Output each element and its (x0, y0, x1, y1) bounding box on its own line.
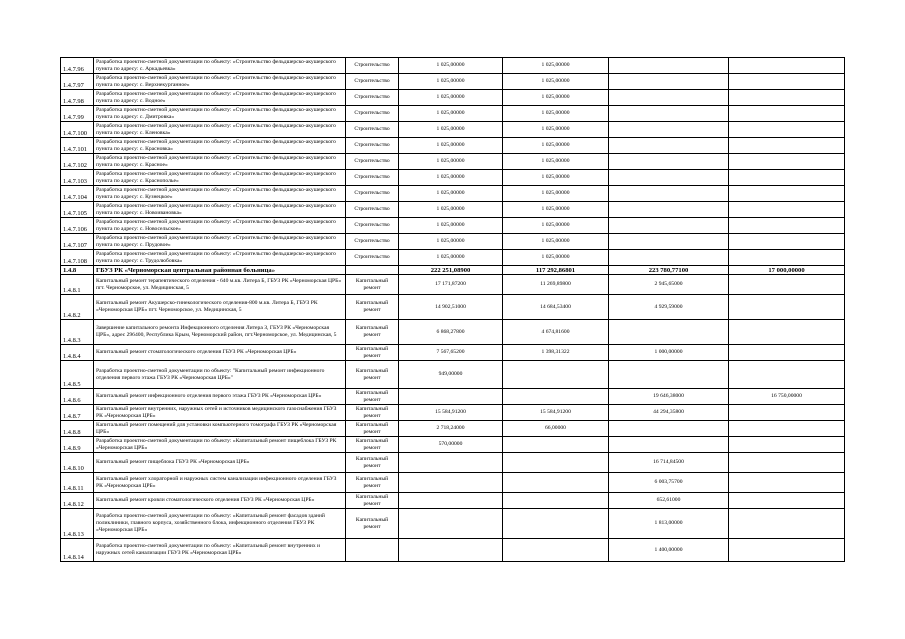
row-number: 1.4.7.96 (61, 58, 94, 74)
row-work-type: Капитальный ремонт (346, 320, 399, 345)
table-row (61, 275, 845, 295)
row-work-type: Капитальный ремонт (346, 295, 399, 320)
row-description: ГБУЗ РК «Черноморская центральная районная больница» (94, 266, 346, 275)
table-row (61, 90, 845, 106)
row-value-2 (503, 509, 609, 539)
row-value-1: 1 025,00000 (399, 202, 503, 218)
row-value-4 (729, 170, 845, 186)
row-work-type: Строительство (346, 250, 399, 266)
row-number: 1.4.7.103 (61, 170, 94, 186)
row-number: 1.4.8.6 (61, 389, 94, 405)
row-value-4: 17 000,00000 (729, 266, 845, 275)
row-value-1: 1 025,00000 (399, 74, 503, 90)
row-number: 1.4.8 (61, 266, 94, 275)
row-work-type: Строительство (346, 154, 399, 170)
row-description: Капитальный ремонт Акушерско-гинекологического отделения-800 м.кв. Литера Б, ГБУЗ РК «Черноморская ЦРБ» пгт. Черноморское, ул. Медицинская, 5 (94, 295, 346, 320)
row-work-type: Строительство (346, 234, 399, 250)
row-value-4 (729, 186, 845, 202)
row-work-type: Капитальный ремонт (346, 275, 399, 295)
row-value-2: 15 584,91200 (503, 405, 609, 421)
row-description: Разработка проектно-сметной документации по объекту: «Строительство фельдшерско-акушерского пункта по адресу: с. Новоивановка» (94, 202, 346, 218)
row-value-2 (503, 361, 609, 389)
row-value-3 (609, 90, 729, 106)
table-row (61, 218, 845, 234)
row-value-2: 11 269,89800 (503, 275, 609, 295)
row-value-4 (729, 106, 845, 122)
table-row (61, 202, 845, 218)
row-number: 1.4.7.104 (61, 186, 94, 202)
row-value-2: 14 684,53400 (503, 295, 609, 320)
row-value-2: 1 025,00000 (503, 74, 609, 90)
table-row (61, 234, 845, 250)
row-value-4 (729, 202, 845, 218)
row-description: Капитальный ремонт помещений для установки компьютерного томографа ГБУЗ РК «Черноморская ЦРБ» (94, 421, 346, 437)
row-description: Разработка проектно-сметной документации по объекту: «Строительство фельдшерско-акушерского пункта по адресу: с. Аркадьевка» (94, 58, 346, 74)
row-work-type: Капитальный ремонт (346, 389, 399, 405)
row-value-3: 19 646,38000 (609, 389, 729, 405)
row-value-2: 1 025,00000 (503, 234, 609, 250)
row-value-4 (729, 539, 845, 562)
row-value-1: 1 025,00000 (399, 90, 503, 106)
row-work-type: Капитальный ремонт (346, 509, 399, 539)
row-description: Разработка проектно-сметной документации по объекту: «Строительство фельдшерско-акушерского пункта по адресу: с. Кузнецкое» (94, 186, 346, 202)
row-value-2: 1 025,00000 (503, 202, 609, 218)
row-work-type: Капитальный ремонт (346, 405, 399, 421)
row-value-3 (609, 234, 729, 250)
row-description: Разработка проектно-сметной документации по объекту: «Строительство фельдшерско-акушерского пункта по адресу: с. Трудолюбовка» (94, 250, 346, 266)
row-work-type: Капитальный ремонт (346, 473, 399, 493)
row-number: 1.4.8.14 (61, 539, 94, 562)
row-number: 1.4.7.106 (61, 218, 94, 234)
row-value-3 (609, 74, 729, 90)
row-value-1 (399, 389, 503, 405)
row-value-4 (729, 74, 845, 90)
row-value-1 (399, 473, 503, 493)
table-row (61, 250, 845, 266)
row-description: Разработка проектно-сметной документации по объекту: «Капитальный ремонт пищеблока ГБУЗ РК «Черноморская ЦРБ» (94, 437, 346, 453)
table-row (61, 539, 845, 562)
row-value-1: 222 251,08900 (399, 266, 503, 275)
table-row (61, 320, 845, 345)
row-work-type: Строительство (346, 218, 399, 234)
row-value-4 (729, 453, 845, 473)
row-value-4 (729, 122, 845, 138)
row-value-4 (729, 473, 845, 493)
row-value-1: 1 025,00000 (399, 170, 503, 186)
row-value-2: 1 025,00000 (503, 250, 609, 266)
row-work-type (346, 539, 399, 562)
row-value-1: 6 868,27800 (399, 320, 503, 345)
table-row (61, 437, 845, 453)
row-value-1: 14 902,51000 (399, 295, 503, 320)
row-value-2: 1 025,00000 (503, 154, 609, 170)
row-value-1 (399, 493, 503, 509)
row-value-2: 117 292,86801 (503, 266, 609, 275)
row-value-2: 1 398,31322 (503, 345, 609, 361)
row-value-3: 2 945,65000 (609, 275, 729, 295)
table-row (61, 509, 845, 539)
row-value-3 (609, 421, 729, 437)
row-description: Разработка проектно-сметной документации по объекту: «Строительство фельдшерско-акушерского пункта по адресу: с. Красное» (94, 154, 346, 170)
row-number: 1.4.7.101 (61, 138, 94, 154)
row-description: Разработка проектно-сметной документации по объекту: «Строительство фельдшерско-акушерского пункта по адресу: с. Дмитровка» (94, 106, 346, 122)
row-value-3: 223 780,77100 (609, 266, 729, 275)
row-work-type: Строительство (346, 202, 399, 218)
table-row (61, 154, 845, 170)
row-value-3 (609, 218, 729, 234)
row-value-1: 1 025,00000 (399, 154, 503, 170)
row-value-4 (729, 58, 845, 74)
row-value-2: 1 025,00000 (503, 170, 609, 186)
table-row (61, 421, 845, 437)
row-value-2 (503, 453, 609, 473)
table-row (61, 58, 845, 74)
table-row (61, 389, 845, 405)
table-row (61, 74, 845, 90)
row-value-4 (729, 421, 845, 437)
row-value-1: 17 171,87200 (399, 275, 503, 295)
row-value-4 (729, 493, 845, 509)
table-row (61, 493, 845, 509)
row-work-type: Строительство (346, 106, 399, 122)
row-number: 1.4.8.3 (61, 320, 94, 345)
row-description: Разработка проектно-сметной документации по объекту: «Строительство фельдшерско-акушерского пункта по адресу: с. Красновка» (94, 138, 346, 154)
row-value-2: 1 025,00000 (503, 106, 609, 122)
table-row (61, 170, 845, 186)
row-value-2 (503, 437, 609, 453)
row-description: Капитальный ремонт пищеблока ГБУЗ РК «Черноморская ЦРБ» (94, 453, 346, 473)
row-value-2: 1 025,00000 (503, 90, 609, 106)
row-value-1: 949,00000 (399, 361, 503, 389)
row-work-type: Строительство (346, 90, 399, 106)
row-work-type: Строительство (346, 122, 399, 138)
table-row (61, 266, 845, 275)
row-work-type: Строительство (346, 186, 399, 202)
row-description: Капитальный ремонт стоматологического отделения ГБУЗ РК «Черноморская ЦРБ» (94, 345, 346, 361)
row-value-1: 1 025,00000 (399, 138, 503, 154)
row-value-1: 1 025,00000 (399, 218, 503, 234)
row-description: Разработка проектно-сметной документации по объекту: «Строительство фельдшерско-акушерского пункта по адресу: с. Кленовка» (94, 122, 346, 138)
row-work-type: Капитальный ремонт (346, 361, 399, 389)
row-value-3 (609, 250, 729, 266)
table-row (61, 405, 845, 421)
row-value-2: 1 025,00000 (503, 186, 609, 202)
row-value-3: 1 000,00000 (609, 345, 729, 361)
row-work-type: Строительство (346, 138, 399, 154)
row-number: 1.4.8.7 (61, 405, 94, 421)
row-work-type (346, 266, 399, 275)
row-value-4: 16 750,00000 (729, 389, 845, 405)
row-value-1: 570,00000 (399, 437, 503, 453)
table-row (61, 138, 845, 154)
row-number: 1.4.8.5 (61, 361, 94, 389)
row-value-1: 1 025,00000 (399, 58, 503, 74)
row-value-2 (503, 389, 609, 405)
row-value-4 (729, 90, 845, 106)
row-value-3 (609, 106, 729, 122)
row-value-4 (729, 154, 845, 170)
row-value-2: 1 025,00000 (503, 58, 609, 74)
row-value-3: 4 929,59000 (609, 295, 729, 320)
row-number: 1.4.8.4 (61, 345, 94, 361)
table-row (61, 453, 845, 473)
row-value-2: 1 025,00000 (503, 122, 609, 138)
row-value-2: 4 674,81600 (503, 320, 609, 345)
row-value-1: 1 025,00000 (399, 186, 503, 202)
row-work-type: Строительство (346, 58, 399, 74)
row-value-3 (609, 186, 729, 202)
row-value-1: 1 025,00000 (399, 250, 503, 266)
table-row (61, 345, 845, 361)
row-value-1: 15 584,91200 (399, 405, 503, 421)
table-row (61, 473, 845, 493)
row-value-3: 1 400,00000 (609, 539, 729, 562)
row-work-type: Капитальный ремонт (346, 437, 399, 453)
row-value-1: 1 025,00000 (399, 106, 503, 122)
row-value-3: 652,61000 (609, 493, 729, 509)
row-value-3 (609, 122, 729, 138)
row-value-3 (609, 138, 729, 154)
table-row (61, 122, 845, 138)
row-number: 1.4.8.10 (61, 453, 94, 473)
row-number: 1.4.8.13 (61, 509, 94, 539)
row-number: 1.4.8.2 (61, 295, 94, 320)
row-work-type: Капитальный ремонт (346, 345, 399, 361)
row-work-type: Строительство (346, 74, 399, 90)
row-work-type: Капитальный ремонт (346, 493, 399, 509)
table-row (61, 186, 845, 202)
row-number: 1.4.7.105 (61, 202, 94, 218)
row-value-4 (729, 405, 845, 421)
row-number: 1.4.8.1 (61, 275, 94, 295)
row-value-1: 2 718,24000 (399, 421, 503, 437)
row-description: Разработка проектно-сметной документации по объекту: "Капитальный ремонт инфекционного отделения первого этажа ГБУЗ РК «Черноморская ЦРБ»" (94, 361, 346, 389)
row-work-type: Капитальный ремонт (346, 453, 399, 473)
row-value-3 (609, 437, 729, 453)
row-description: Разработка проектно-сметной документации по объекту: «Строительство фельдшерско-акушерского пункта по адресу: с. Водное» (94, 90, 346, 106)
row-value-1: 1 025,00000 (399, 122, 503, 138)
row-value-2: 66,00000 (503, 421, 609, 437)
row-number: 1.4.8.8 (61, 421, 94, 437)
row-value-4 (729, 320, 845, 345)
row-value-4 (729, 250, 845, 266)
row-number: 1.4.7.97 (61, 74, 94, 90)
row-value-1 (399, 509, 503, 539)
row-work-type: Строительство (346, 170, 399, 186)
table-row (61, 106, 845, 122)
row-value-3: 1 813,00000 (609, 509, 729, 539)
row-number: 1.4.7.100 (61, 122, 94, 138)
row-value-3: 44 294,35800 (609, 405, 729, 421)
row-value-4 (729, 295, 845, 320)
row-number: 1.4.8.12 (61, 493, 94, 509)
table-body (61, 58, 845, 562)
row-value-2 (503, 473, 609, 493)
row-number: 1.4.7.102 (61, 154, 94, 170)
row-number: 1.4.8.9 (61, 437, 94, 453)
row-value-3 (609, 202, 729, 218)
row-value-1: 1 025,00000 (399, 234, 503, 250)
row-description: Разработка проектно-сметной документации по объекту: «Строительство фельдшерско-акушерского пункта по адресу: с. Прудовое» (94, 234, 346, 250)
row-number: 1.4.7.108 (61, 250, 94, 266)
row-value-2: 1 025,00000 (503, 138, 609, 154)
budget-table (60, 57, 845, 562)
row-number: 1.4.8.11 (61, 473, 94, 493)
row-number: 1.4.7.99 (61, 106, 94, 122)
row-value-1 (399, 539, 503, 562)
row-value-4 (729, 361, 845, 389)
row-value-4 (729, 345, 845, 361)
row-description: Разработка проектно-сметной документации по объекту: «Строительство фельдшерско-акушерского пункта по адресу: с. Краснополье» (94, 170, 346, 186)
row-description: Капитальный ремонт кровли стоматологического отделения ГБУЗ РК «Черноморская ЦРБ» (94, 493, 346, 509)
table-row (61, 295, 845, 320)
row-value-3 (609, 320, 729, 345)
row-value-3 (609, 170, 729, 186)
row-value-3 (609, 58, 729, 74)
row-value-4 (729, 509, 845, 539)
row-value-3: 6 003,75700 (609, 473, 729, 493)
row-description: Капитальный ремонт внутренних, наружных сетей и источников медицинского газоснабжения ГБУЗ РК «Черноморская ЦРБ» (94, 405, 346, 421)
row-description: Разработка проектно-сметной документации по объекту: «Строительство фельдшерско-акушерского пункта по адресу: с. Новосельское» (94, 218, 346, 234)
row-work-type: Капитальный ремонт (346, 421, 399, 437)
row-value-4 (729, 234, 845, 250)
row-value-1 (399, 453, 503, 473)
row-value-3 (609, 361, 729, 389)
table-row (61, 361, 845, 389)
row-description: Разработка проектно-сметной документации по объекту: «Капитальный ремонт фасадов зданий поликлиники, главного корпуса, хозяйственного блока, инфекционного отделения ГБУЗ РК «Черноморская ЦРБ» (94, 509, 346, 539)
row-value-4 (729, 275, 845, 295)
row-value-2 (503, 493, 609, 509)
row-description: Разработка проектно-сметной документации по объекту: «Строительство фельдшерско-акушерского пункта по адресу: с. Верхнекурганное» (94, 74, 346, 90)
row-value-3 (609, 154, 729, 170)
row-description: Капитальный ремонт терапевтического отделения - 640 м.кв. Литера Б, ГБУЗ РК «Черноморская ЦРБ» пгт. Черноморское, ул. Медицинская, 5 (94, 275, 346, 295)
row-description: Капитальный ремонт инфекционного отделения первого этажа ГБУЗ РК «Черноморская ЦРБ» (94, 389, 346, 405)
row-value-4 (729, 218, 845, 234)
row-number: 1.4.7.107 (61, 234, 94, 250)
row-description: Завершение капитального ремонта Инфекционного отделения Литера З, ГБУЗ РК «Черноморская ЦРБ», адрес 296400, Республика Крым, Черноморский район, пгт.Черноморское, ул. Медицинская, 5 (94, 320, 346, 345)
row-value-1: 7 567,65200 (399, 345, 503, 361)
row-number: 1.4.7.98 (61, 90, 94, 106)
row-value-4 (729, 437, 845, 453)
row-value-3: 16 714,84500 (609, 453, 729, 473)
row-description: Разработка проектно-сметной документации по объекту: «Капитальный ремонт внутренних и наружных сетей канализации ГБУЗ РК «Черноморская ЦРБ» (94, 539, 346, 562)
row-description: Капитальный ремонт хлораторной и наружных систем канализации инфекционного отделения ГБУЗ РК «Черноморская ЦРБ» (94, 473, 346, 493)
row-value-2: 1 025,00000 (503, 218, 609, 234)
row-value-4 (729, 138, 845, 154)
row-value-2 (503, 539, 609, 562)
